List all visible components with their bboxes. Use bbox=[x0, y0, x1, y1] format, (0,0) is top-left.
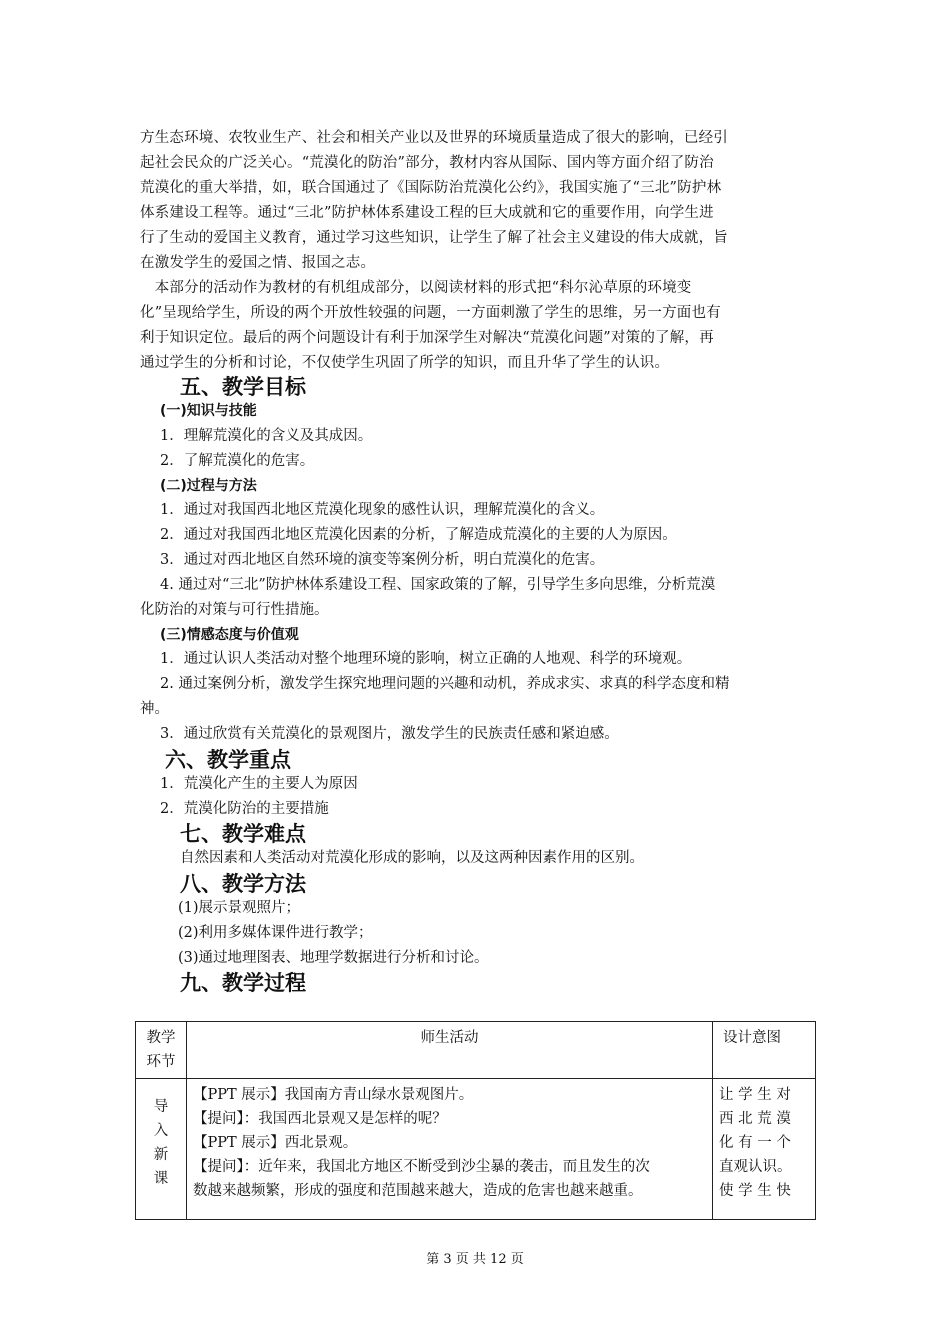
list-item: (3)通过地理图表、地理学数据进行分析和讨论。 bbox=[178, 950, 489, 966]
activity-line: 【提问】：近年来，我国北方地区不断受到沙尘暴的袭击，而且发生的次 bbox=[193, 1159, 650, 1175]
list-item: 4. 通过对“三北”防护林体系建设工程、国家政策的了解，引导学生多向思维，分析荒漠 bbox=[160, 577, 716, 593]
intent-line: 化 有 一 个 bbox=[719, 1135, 791, 1151]
teaching-process-table bbox=[135, 1021, 816, 1220]
text-line: 荒漠化的重大举措，如，联合国通过了《国际防治荒漠化公约》，我国实施了“三北”防护林 bbox=[140, 180, 722, 196]
table-header-row bbox=[136, 1022, 816, 1079]
list-item: 1．通过认识人类活动对整个地理环境的影响，树立正确的人地观、科学的环境观。 bbox=[160, 651, 692, 667]
text-line: 方生态环境、农牧业生产、社会和相关产业以及世界的环境质量造成了很大的影响，已经引 bbox=[140, 130, 728, 146]
stage-char: 导 bbox=[153, 1099, 169, 1115]
section-heading: 七、教学难点 bbox=[180, 822, 306, 846]
section-heading: 五、教学目标 bbox=[180, 375, 306, 399]
text-line: 化”呈现给学生，所设的两个开放性较强的问题，一方面刺激了学生的思维，另一方面也有 bbox=[140, 305, 721, 321]
table-cell-intent bbox=[713, 1079, 816, 1220]
table-cell-stage bbox=[136, 1079, 187, 1220]
list-item: 2. 通过案例分析，激发学生探究地理问题的兴趣和动机，养成求实、求真的科学态度和精 bbox=[160, 676, 730, 692]
section-heading: 八、教学方法 bbox=[180, 872, 306, 896]
list-item: (2)利用多媒体课件进行教学； bbox=[178, 925, 373, 941]
intent-line: 使 学 生 快 bbox=[719, 1183, 791, 1199]
list-item: 2．通过对我国西北地区荒漠化因素的分析，了解造成荒漠化的主要的人为原因。 bbox=[160, 527, 677, 543]
subsection-heading: (一)知识与技能 bbox=[160, 403, 257, 419]
list-item: 3．通过欣赏有关荒漠化的景观图片，激发学生的民族责任感和紧迫感。 bbox=[160, 726, 619, 742]
text-line: 本部分的活动作为教材的有机组成部分，以阅读材料的形式把“科尔沁草原的环境变 bbox=[140, 280, 692, 296]
activity-line: 【PPT 展示】我国南方青山绿水景观图片。 bbox=[193, 1087, 474, 1103]
text-line: 利于知识定位。最后的两个问题设计有利于加深学生对解决“荒漠化问题”对策的了解，再 bbox=[140, 330, 714, 346]
page-footer: 第 3 页 共 12 页 bbox=[426, 1252, 524, 1267]
header-line: 教学 bbox=[146, 1030, 176, 1046]
table-header-cell: 设计意图 bbox=[713, 1022, 816, 1079]
stage-char: 入 bbox=[153, 1123, 169, 1139]
table-header-cell bbox=[136, 1022, 187, 1079]
section-heading: 六、教学重点 bbox=[165, 748, 291, 772]
list-item: 化防治的对策与可行性措施。 bbox=[140, 602, 329, 618]
subsection-heading: (二)过程与方法 bbox=[160, 478, 257, 494]
stage-char: 课 bbox=[153, 1171, 169, 1187]
header-line: 环节 bbox=[146, 1054, 176, 1070]
stage-char: 新 bbox=[153, 1147, 169, 1163]
list-item: (1)展示景观照片； bbox=[178, 900, 301, 916]
intent-line: 让 学 生 对 bbox=[719, 1087, 791, 1103]
activity-line: 【提问】：我国西北景观又是怎样的呢？ bbox=[193, 1111, 447, 1127]
intent-line: 直观认识。 bbox=[719, 1159, 792, 1175]
subsection-heading: (三)情感态度与价值观 bbox=[160, 627, 299, 643]
text-line: 在激发学生的爱国之情、报国之志。 bbox=[140, 255, 376, 271]
text-line: 通过学生的分析和讨论，不仅使学生巩固了所学的知识，而且升华了学生的认识。 bbox=[140, 355, 670, 371]
text-line: 行了生动的爱国主义教育，通过学习这些知识，让学生了解了社会主义建设的伟大成就，旨 bbox=[140, 230, 728, 246]
intent-line: 西 北 荒 漠 bbox=[719, 1111, 791, 1127]
table-header-cell: 师生活动 bbox=[187, 1022, 713, 1079]
list-item: 3．通过对西北地区自然环境的演变等案例分析，明白荒漠化的危害。 bbox=[160, 552, 605, 568]
section-heading: 九、教学过程 bbox=[180, 971, 306, 995]
activity-line: 数越来越频繁，形成的强度和范围越来越大，造成的危害也越来越重。 bbox=[193, 1183, 643, 1199]
list-item: 1．理解荒漠化的含义及其成因。 bbox=[160, 428, 373, 444]
list-item: 2．荒漠化防治的主要措施 bbox=[160, 801, 329, 817]
list-item: 1．通过对我国西北地区荒漠化现象的感性认识，理解荒漠化的含义。 bbox=[160, 502, 605, 518]
text-line: 体系建设工程等。通过“三北”防护林体系建设工程的巨大成就和它的重要作用，向学生进 bbox=[140, 205, 714, 221]
table-cell-activities bbox=[187, 1079, 713, 1220]
text-line: 起社会民众的广泛关心。“荒漠化的防治”部分，教材内容从国际、国内等方面介绍了防治 bbox=[140, 155, 714, 171]
activity-line: 【PPT 展示】西北景观。 bbox=[193, 1135, 358, 1151]
list-item: 神。 bbox=[140, 701, 169, 717]
table-row bbox=[136, 1079, 816, 1220]
paragraph: 自然因素和人类活动对荒漠化形成的影响，以及这两种因素作用的区别。 bbox=[180, 850, 644, 866]
list-item: 1．荒漠化产生的主要人为原因 bbox=[160, 776, 358, 792]
list-item: 2．了解荒漠化的危害。 bbox=[160, 453, 315, 469]
